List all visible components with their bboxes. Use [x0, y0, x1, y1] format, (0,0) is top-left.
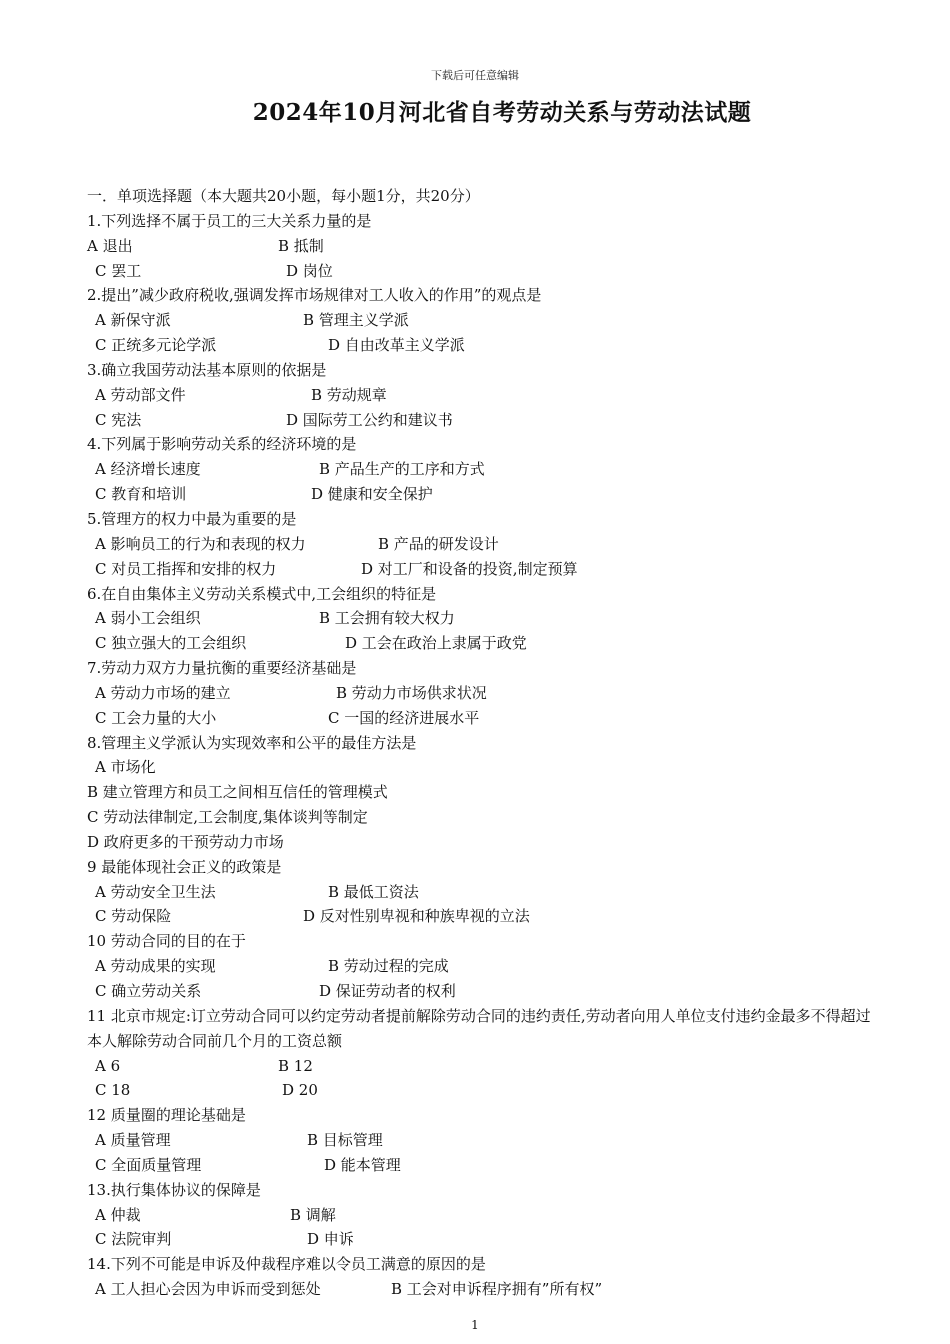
option-row — [87, 1054, 877, 1079]
option-b: B 调解 — [290, 1205, 336, 1224]
option-a: A 影响员工的行为和表现的权力 — [95, 534, 306, 553]
option-a: A 退出 — [87, 236, 133, 255]
option-a: A 市场化 — [95, 758, 156, 777]
option-a: A 劳动成果的实现 — [95, 957, 216, 976]
option-d: D 政府更多的干预劳动力市场 — [87, 832, 284, 851]
option-row — [87, 631, 877, 656]
option-b: B 劳动规章 — [311, 385, 387, 404]
option-row — [87, 606, 877, 631]
option-row — [87, 1153, 877, 1178]
page-number: 1 — [471, 1318, 479, 1332]
option-b: B 12 — [278, 1056, 313, 1075]
option-c: C 法院审判 — [95, 1230, 172, 1249]
option-row — [87, 308, 877, 333]
option-b: B 管理主义学派 — [303, 311, 409, 330]
option-c: C 劳动保险 — [95, 907, 172, 926]
option-a: A 新保守派 — [95, 311, 171, 330]
question-stem: 4.下列属于影响劳动关系的经济环境的是 — [87, 435, 357, 454]
option-row — [87, 557, 877, 582]
option-d: D 国际劳工公约和建议书 — [286, 410, 453, 429]
option-b: B 劳动过程的完成 — [328, 957, 449, 976]
option-d: D 反对性别卑视和种族卑视的立法 — [303, 907, 530, 926]
option-c: C 劳动法律制定,工会制度,集体谈判等制定 — [87, 808, 368, 827]
question-stem: 13.执行集体协议的保障是 — [87, 1180, 261, 1199]
exam-content — [87, 184, 877, 1302]
option-b: B 目标管理 — [307, 1131, 383, 1150]
question-stem: 12 质量圈的理论基础是 — [87, 1106, 246, 1125]
question-stem: 8.管理主义学派认为实现效率和公平的最佳方法是 — [87, 733, 417, 752]
option-a: A 劳动力市场的建立 — [95, 683, 231, 702]
option-a: A 6 — [95, 1056, 121, 1075]
option-c: C 确立劳动关系 — [95, 982, 202, 1000]
option-a: A 劳动部文件 — [95, 385, 186, 404]
option-d: D 自由改革主义学派 — [328, 336, 465, 355]
section-heading: 一．单项选择题（本大题共20小题，每小题1分，共20分） — [87, 187, 480, 205]
option-c: C 正统多元论学派 — [95, 336, 217, 355]
option-a: A 劳动安全卫生法 — [95, 882, 216, 901]
option-row — [87, 259, 877, 284]
option-c: C 全面质量管理 — [95, 1155, 202, 1174]
option-c: C 罢工 — [95, 261, 142, 280]
header-note: 下载后可任意编辑 — [431, 69, 519, 82]
option-b: B 产品的研发设计 — [378, 534, 499, 553]
question-stem: 11 北京市规定:订立劳动合同可以约定劳动者提前解除劳动合同的违约责任,劳动者向用人单位支付违约金最多不得超过本人解除劳动合同前几个月的工资总额 — [87, 1006, 871, 1050]
option-row — [87, 706, 877, 731]
option-d: D 20 — [282, 1081, 318, 1100]
question-stem: 7.劳动力双方力量抗衡的重要经济基础是 — [87, 659, 357, 678]
option-c: C 宪法 — [95, 410, 142, 429]
option-b: B 产品生产的工序和方式 — [319, 460, 485, 479]
option-b: B 工会拥有较大权力 — [319, 609, 455, 628]
option-row — [87, 1078, 877, 1103]
question-stem: 6.在自由集体主义劳动关系模式中,工会组织的特征是 — [87, 584, 437, 603]
option-d: C 一国的经济进展水平 — [328, 708, 480, 727]
option-d: D 对工厂和设备的投资,制定预算 — [361, 559, 578, 578]
option-a: A 弱小工会组织 — [95, 609, 201, 628]
option-a: A 经济增长速度 — [95, 460, 201, 479]
option-c: C 工会力量的大小 — [95, 708, 217, 727]
option-row — [87, 408, 877, 433]
option-d: D 保证劳动者的权利 — [319, 982, 456, 1000]
option-row — [87, 383, 877, 408]
option-b: B 劳动力市场供求状况 — [336, 683, 487, 702]
question-stem: 2.提出”减少政府税收,强调发挥市场规律对工人收入的作用”的观点是 — [87, 286, 542, 305]
question-stem: 5.管理方的权力中最为重要的是 — [87, 509, 297, 528]
option-d: D 健康和安全保护 — [311, 485, 433, 504]
question-stem: 14.下列不可能是申诉及仲裁程序难以令员工满意的原因的是 — [87, 1255, 486, 1274]
option-d: D 申诉 — [307, 1230, 354, 1249]
option-a: A 质量管理 — [95, 1131, 171, 1150]
option-row — [87, 1277, 877, 1302]
option-row — [87, 954, 877, 979]
option-c: C 教育和培训 — [95, 485, 187, 504]
option-row — [87, 904, 877, 929]
option-row — [87, 333, 877, 358]
option-c: C 对员工指挥和安排的权力 — [95, 559, 277, 578]
option-d: D 能本管理 — [324, 1155, 401, 1174]
question-stem: 10 劳动合同的目的在于 — [87, 932, 246, 951]
option-row — [87, 457, 877, 482]
option-row — [87, 234, 877, 259]
option-a: A 工人担心会因为申诉而受到惩处 — [95, 1280, 321, 1299]
question-stem: 3.确立我国劳动法基本原则的依据是 — [87, 360, 327, 379]
option-row — [87, 482, 877, 507]
option-b: B 最低工资法 — [328, 882, 419, 901]
question-stem: 9 最能体现社会正义的政策是 — [87, 857, 282, 876]
option-a: A 仲裁 — [95, 1205, 141, 1224]
option-b: B 工会对申诉程序拥有”所有权” — [391, 1280, 603, 1299]
option-row — [87, 681, 877, 706]
option-d: D 岗位 — [286, 261, 333, 280]
option-d: D 工会在政治上隶属于政党 — [345, 634, 527, 653]
page-title: 2024年10月河北省自考劳动关系与劳动法试题 — [252, 99, 752, 126]
option-c: C 18 — [95, 1081, 131, 1100]
option-b: B 建立管理方和员工之间相互信任的管理模式 — [87, 783, 388, 802]
option-b: B 抵制 — [278, 236, 324, 255]
option-row — [87, 1227, 877, 1252]
option-row — [87, 1128, 877, 1153]
option-row — [87, 532, 877, 557]
option-c: C 独立强大的工会组织 — [95, 634, 247, 653]
option-row — [87, 880, 877, 905]
option-row — [87, 1203, 877, 1228]
option-row — [87, 979, 877, 1004]
question-stem: 1.下列选择不属于员工的三大关系力量的是 — [87, 211, 372, 230]
